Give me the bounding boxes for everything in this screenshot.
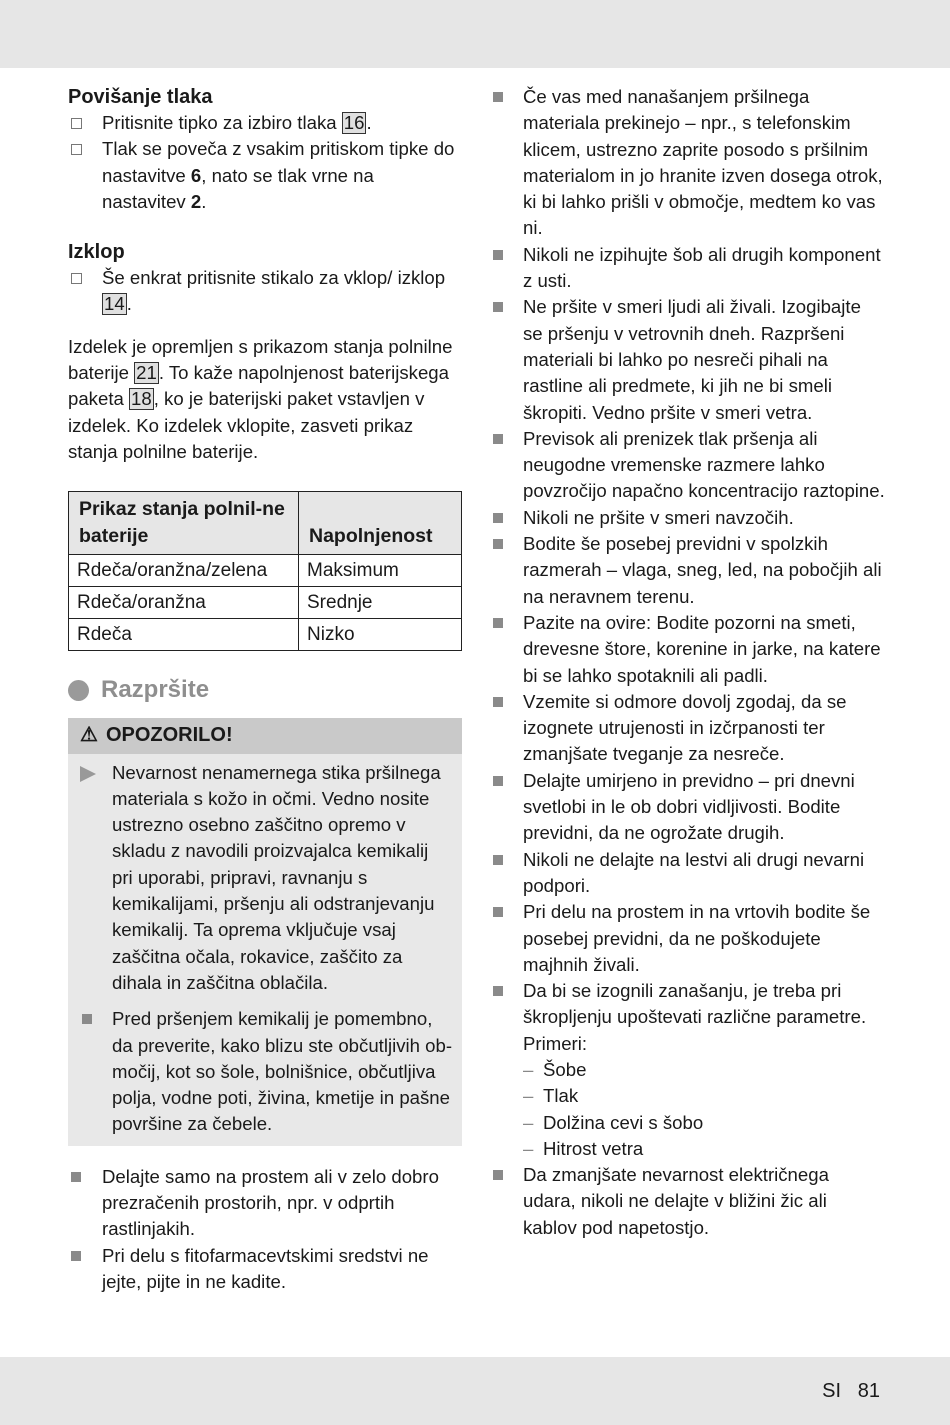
battery-status-table: Prikaz stanja polnil-ne baterije Napolnjenost Rdeča/oranžna/zelena Maksimum Rdeča/oranžna Srednje Rdeča Nizko [68,491,462,651]
table-row: Rdeča/oranžna Srednje [69,587,462,619]
list-item: Vzemite si odmore dovolj zgodaj, da se izognete utrujenosti in izčrpanosti ter zmanjšate tveganje za nesreče. [490,689,885,768]
heading-off: Izklop [68,241,125,264]
list-item: Nikoli ne pršite v smeri navzočih. [490,505,885,531]
ref-number: 16 [343,112,365,133]
table-row: Rdeča/oranžna/zelena Maksimum [69,555,462,587]
bullet-square-icon [82,1014,92,1024]
list-item: Previsok ali prenizek tlak pršenja ali neugodne vremenske razmere lahko povzročijo napačno koncentracijo raztopine. [490,426,885,505]
bullet-square-icon [493,513,503,523]
page-footer: SI 81 [822,1380,880,1402]
right-column [490,84,885,1241]
warning-item: Pred pršenjem kemikalij je pomembno, da preverite, kako blizu ste občutljivih ob-močij, kot so šole, bolnišnice, občutljiva polja, vodne poti, živina, kmetije in pašne površine za čebele. [68,1006,462,1137]
list-item: Pri delu na prostem in na vrtovih bodite še posebej previdni, da ne poškodujete majhnih živali. [490,899,885,978]
example-item: – Šobe [523,1057,885,1083]
bullet-square-icon [493,907,503,917]
list-item: Nikoli ne izpihujte šob ali drugih komponent z usti. [490,242,885,295]
bullet-square-icon [71,1172,81,1182]
list-item: Pazite na ovire: Bodite pozorni na smeti, drevesne štore, korenine in jarke, na katere bi se lahko spotaknili ali padli. [490,610,885,689]
list-item: Da bi se izognili zanašanju, je treba pri škropljenju upoštevati različne parametre. Primeri: – Šobe – Tlak – Dolžina cevi s šobo – Hitrost vetra [490,978,885,1162]
example-item: – Tlak [523,1083,885,1109]
list-item: Ne pršite v smeri ljudi ali živali. Izogibajte se pršenju v vetrovnih dneh. Razpršeni materiali bi lahko po nesreči pihali na rastline ali predmete, ki jih ne bi smeli škropiti. Vedno pršite v smeri vetra. [490,294,885,425]
bullet-square-icon [493,855,503,865]
list-item: Bodite še posebej previdni v spolzkih razmerah – vlaga, sneg, led, na pobočjih ali na neravnem terenu. [490,531,885,610]
step: Tlak se poveča z vsakim pritiskom tipke do nastavitve 6, nato se tlak vrne na nastavitev 2. [68,136,462,215]
step: Še enkrat pritisnite stikalo za vklop/ izklop 14 . [68,265,462,318]
warning-box [68,718,462,1146]
bottom-band [0,1357,950,1425]
warning-header: ⚠ OPOZORILO! [68,718,462,754]
top-band [0,0,950,68]
bullet-square-icon [493,92,503,102]
example-item: – Hitrost vetra [523,1136,885,1162]
left-column [68,84,462,1295]
step: Pritisnite tipko za izbiro tlaka 16 . [68,110,462,136]
bullet-square-icon [493,776,503,786]
arrow-right-icon [80,766,96,782]
bullet-square-icon [493,302,503,312]
ref-number: 14 [104,293,125,315]
heading-pressure: Povišanje tlaka [68,86,213,108]
list-item: Če vas med nanašanjem pršilnega materiala prekinejo – npr., s telefonskim klicem, ustrezno zaprite posodo s pršilnim materialom in jo hranite izven dosega otrok, ki bi lahko prišli v območje, medtem ko vas ni. [490,84,885,242]
bullet-circle-icon [68,680,89,701]
checkbox-square-icon [71,273,82,284]
list-item: Delajte samo na prostem ali v zelo dobro prezračenih prostorih, npr. v odprtih rastlinjakih. [68,1164,462,1243]
list-item: Delajte umirjeno in previdno – pri dnevni svetlobi in le ob dobri vidljivosti. Bodite previdni, da ne ogrožate drugih. [490,768,885,847]
list-item: Nikoli ne delajte na lestvi ali drugi nevarni podpori. [490,847,885,900]
list-item: Pri delu s fitofarmacevtskimi sredstvi ne jejte, pijte in ne kadite. [68,1243,462,1296]
checkbox-square-icon [71,118,82,129]
ref-number: 21 [136,362,157,384]
bullet-square-icon [493,697,503,707]
ref-number: 18 [131,388,152,410]
bullet-square-icon [493,1170,503,1180]
table-row: Rdeča Nizko [69,619,462,651]
bullet-square-icon [493,618,503,628]
bullet-square-icon [71,1251,81,1261]
warning-item: Nevarnost nenamernega stika pršilnega materiala s kožo in očmi. Vedno nosite ustrezno osebno zaščitno opremo v skladu z navodili proizvajalca kemikalij pri uporabi, pripravi, ravnanju s kemikalijami, pršenju ali odstranjevanju kemikalij. Ta oprema vključuje vsaj zaščitna očala, rokavice, zaščito za dihala in zaščitna oblačila. [68,760,462,997]
bullet-square-icon [493,250,503,260]
checkbox-square-icon [71,144,82,155]
bullet-square-icon [493,539,503,549]
example-item: – Dolžina cevi s šobo [523,1110,885,1136]
paragraph: Izdelek je opremljen s prikazom stanja polnilne baterije 21 . To kaže napolnjenost baterijskega paketa 18 , ko je baterijski paket vstavljen v izdelek. Ko izdelek vklopite, zasveti prikaz stanja polnilne baterije. [68,335,453,462]
list-item: Da zmanjšate nevarnost električnega udara, nikoli ne delajte v bližini žic ali kablov pod napetostjo. [490,1162,885,1241]
section-heading: Razpršite [68,677,462,703]
warning-triangle-icon: ⚠ [80,724,98,747]
bullet-square-icon [493,434,503,444]
bullet-square-icon [493,986,503,996]
